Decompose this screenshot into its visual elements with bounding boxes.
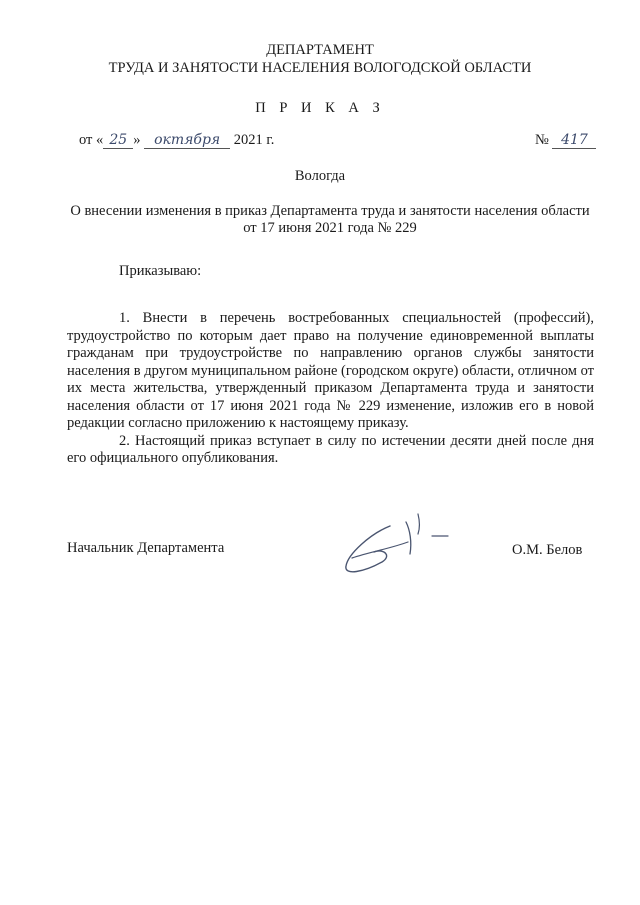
paragraph-2: 2. Настоящий приказ вступает в силу по истечении десяти дней после дня его официального опубликования. xyxy=(67,432,594,466)
date-year: 2021 г. xyxy=(233,132,275,148)
number-label: № xyxy=(535,132,549,148)
signatory-title: Начальник Департамента xyxy=(67,540,225,556)
signatory-name: О.М. Белов xyxy=(512,542,583,558)
order-word: Приказываю: xyxy=(119,263,202,279)
date-day-handwritten: 25 xyxy=(103,132,133,149)
order-body xyxy=(67,310,594,468)
number-value-handwritten: 417 xyxy=(552,132,596,149)
doc-type-title: П Р И К А З xyxy=(255,100,385,116)
header-department: ДЕПАРТАМЕНТ xyxy=(266,42,374,58)
date-prefix: от « xyxy=(79,132,104,148)
date-line xyxy=(79,130,274,150)
city: Вологда xyxy=(294,168,346,184)
paragraph-1: 1. Внести в перечень востребованных специальностей (профессий), трудоустройство по которым дает право на получение единовременной выплаты гражданам при трудоустройстве по направлению органов службы занятости населения в другом муниципальном районе (городском округе) области, отличном от их места жительства, утвержденный приказом Департамента труда и занятости населения области от 17 июня 2021 года № 229 изменение, изложив его в новой редакции согласно приложению к настоящему приказу. xyxy=(67,310,594,431)
date-month-handwritten: октября xyxy=(144,132,230,149)
subject xyxy=(60,203,600,237)
date-mid: » xyxy=(133,132,141,148)
signature-image xyxy=(330,496,460,586)
subject-line-1: О внесении изменения в приказ Департамента труда и занятости населения области xyxy=(70,203,590,219)
subject-line-2: от 17 июня 2021 года № 229 xyxy=(243,220,417,236)
header-department-full: ТРУДА И ЗАНЯТОСТИ НАСЕЛЕНИЯ ВОЛОГОДСКОЙ ОБЛАСТИ xyxy=(108,60,532,76)
number-line xyxy=(535,130,596,150)
